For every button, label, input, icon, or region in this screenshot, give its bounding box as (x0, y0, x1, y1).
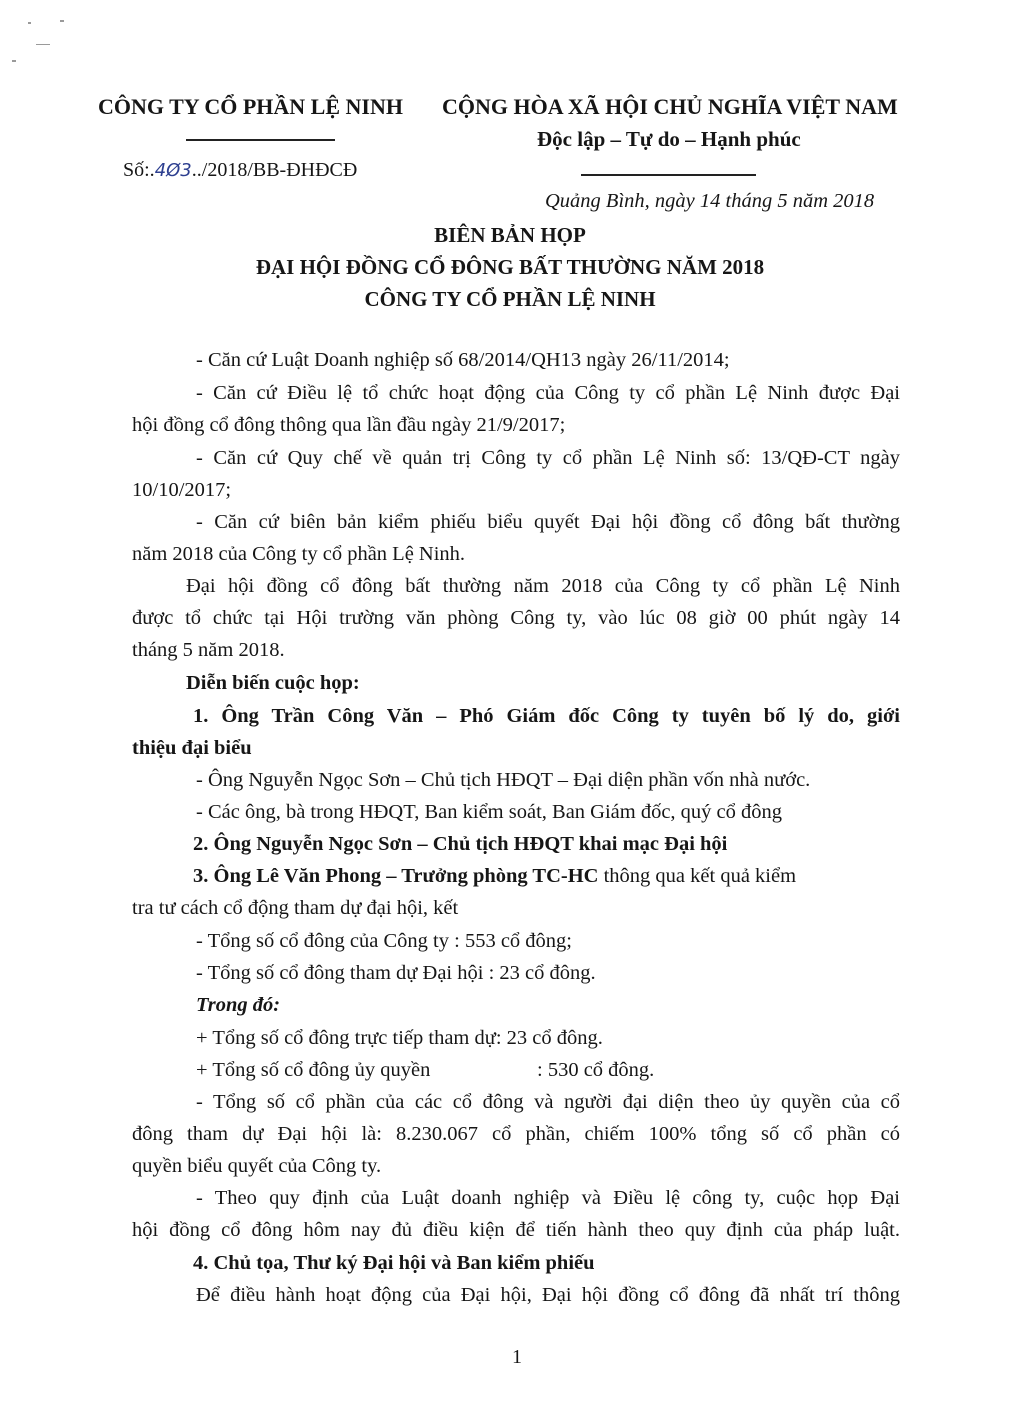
page-number: 1 (512, 1346, 522, 1368)
body-line: - Theo quy định của Luật doanh nghiệp và Điều lệ công ty, cuộc họp Đại (196, 1187, 900, 1209)
body-line: - Tổng số cổ đông của Công ty : 553 cổ đông; (196, 930, 572, 952)
motto: Độc lập – Tự do – Hạnh phúc (537, 127, 801, 151)
doc-number-handwritten: 4Ø3 (154, 160, 192, 181)
nation-name: CỘNG HÒA XÃ HỘI CHỦ NGHĨA VIỆT NAM (442, 94, 898, 119)
section-heading: 2. Ông Nguyễn Ngọc Sơn – Chủ tịch HĐQT khai mạc Đại hội (193, 833, 728, 855)
body-text: thông qua kết quả kiểm (598, 865, 797, 887)
document-number (123, 159, 357, 182)
body-line: Đại hội đồng cổ đông bất thường năm 2018 của Công ty cổ phần Lệ Ninh (186, 575, 900, 597)
body-line: tháng 5 năm 2018. (132, 639, 285, 661)
body-line: + Tổng số cổ đông trực tiếp tham dự: 23 cổ đông. (196, 1027, 603, 1049)
title-line-3: CÔNG TY CỔ PHẦN LỆ NINH (364, 287, 656, 311)
body-line: - Tổng số cổ phần của các cổ đông và người đại diện theo ủy quyền của cổ (196, 1091, 900, 1113)
scan-speck (28, 22, 31, 24)
doc-number-suffix: ../2018/BB-ĐHĐCĐ (191, 159, 358, 181)
body-line: - Căn cứ Quy chế về quản trị Công ty cổ phần Lệ Ninh số: 13/QĐ-CT ngày (196, 447, 900, 469)
body-line: tra tư cách cổ động tham dự đại hội, kết (132, 897, 459, 919)
body-line: năm 2018 của Công ty cổ phần Lệ Ninh. (132, 543, 466, 565)
body-line: hội đồng cổ đông hôm nay đủ điều kiện để tiến hành theo quy định của pháp luật. (132, 1219, 900, 1241)
body-line: được tổ chức tại Hội trường văn phòng Công ty, vào lúc 08 giờ 00 phút ngày 14 (132, 607, 900, 629)
body-line: - Tổng số cổ đông tham dự Đại hội : 23 cổ đông. (196, 962, 596, 984)
body-line: - Ông Nguyễn Ngọc Sơn – Chủ tịch HĐQT – Đại diện phần vốn nhà nước. (196, 769, 811, 791)
section-heading: Diễn biến cuộc họp: (186, 672, 360, 694)
scan-speck (12, 60, 16, 62)
body-line: đông tham dự Đại hội là: 8.230.067 cổ phần, chiếm 100% tổng số cổ phần có (132, 1123, 900, 1145)
body-line: 10/10/2017; (132, 479, 232, 501)
place-date: Quảng Bình, ngày 14 tháng 5 năm 2018 (545, 190, 875, 212)
body-line: - Căn cứ Điều lệ tổ chức hoạt động của Công ty cổ phần Lệ Ninh được Đại (196, 382, 900, 404)
sub-heading: Trong đó: (196, 994, 281, 1016)
body-line: : 530 cổ đông. (537, 1059, 655, 1081)
doc-number-prefix: Số:. (123, 159, 155, 181)
body-line: - Căn cứ biên bản kiểm phiếu biểu quyết Đại hội đồng cổ đông bất thường (196, 511, 900, 533)
motto-underline (581, 174, 756, 176)
body-line: hội đồng cổ đông thông qua lần đầu ngày 21/9/2017; (132, 414, 566, 436)
section-heading: 1. Ông Trần Công Văn – Phó Giám đốc Công ty tuyên bố lý do, giới (193, 705, 900, 727)
body-line: Để điều hành hoạt động của Đại hội, Đại hội đồng cổ đông đã nhất trí thông (196, 1284, 900, 1306)
body-line: - Căn cứ Luật Doanh nghiệp số 68/2014/QH13 ngày 26/11/2014; (196, 349, 730, 371)
body-line: - Các ông, bà trong HĐQT, Ban kiểm soát, Ban Giám đốc, quý cổ đông (196, 801, 783, 823)
scan-speck (60, 20, 64, 22)
section-heading: 4. Chủ tọa, Thư ký Đại hội và Ban kiểm phiếu (193, 1252, 595, 1274)
title-line-1: BIÊN BẢN HỌP (434, 223, 586, 247)
section-heading: 3. Ông Lê Văn Phong – Trưởng phòng TC-HC (193, 865, 599, 887)
company-name: CÔNG TY CỔ PHẦN LỆ NINH (98, 94, 403, 119)
title-line-2: ĐẠI HỘI ĐỒNG CỔ ĐÔNG BẤT THƯỜNG NĂM 2018 (255, 255, 765, 279)
body-line: + Tổng số cổ đông ủy quyền (196, 1059, 431, 1081)
company-underline (186, 139, 335, 141)
scan-speck (36, 44, 50, 45)
section-heading: thiệu đại biểu (132, 737, 252, 759)
body-line: quyền biểu quyết của Công ty. (132, 1155, 382, 1177)
body-line (193, 865, 796, 888)
